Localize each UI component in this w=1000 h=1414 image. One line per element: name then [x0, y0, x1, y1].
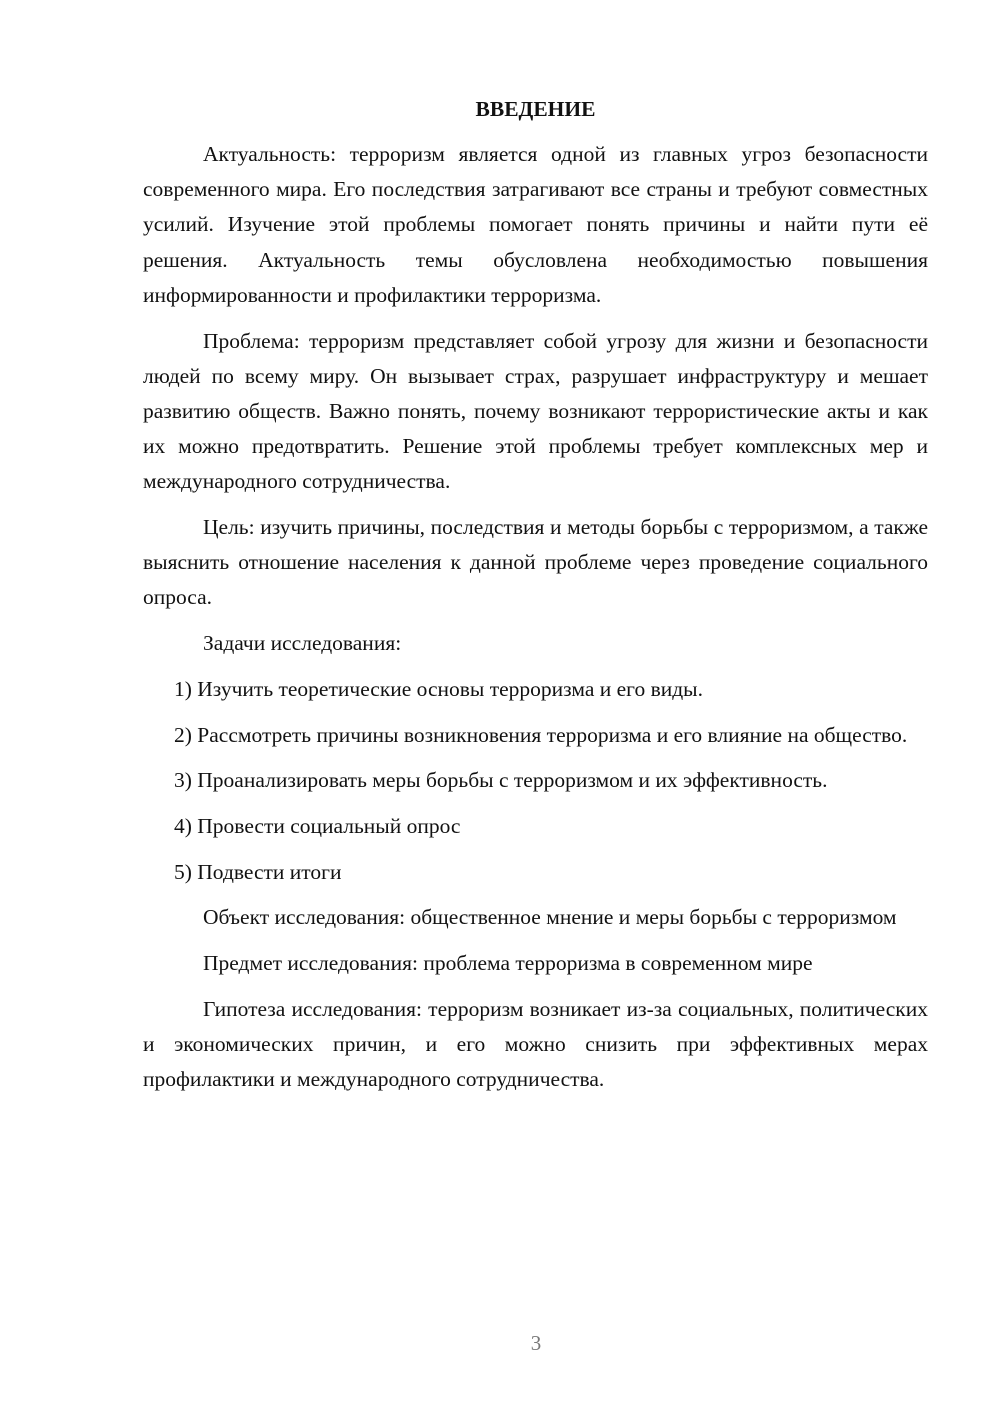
subject-paragraph: Предмет исследования: проблема терроризма в современном мире — [203, 951, 813, 976]
hypothesis-paragraph: Гипотеза исследования: терроризм возникает из-за социальных, политических и экономических причин, и его можно снизить при эффективных мерах профилактики и международного сотрудничества. — [143, 996, 928, 1092]
task-item-4: 4) Провести социальный опрос — [174, 813, 461, 838]
task-item-3: 3) Проанализировать меры борьбы с терроризмом и их эффективность. — [174, 768, 828, 793]
task-item-1: 1) Изучить теоретические основы терроризма и его виды. — [174, 676, 703, 701]
page-content — [143, 92, 928, 1108]
tasks-title: Задачи исследования: — [203, 631, 402, 656]
section-heading: ВВЕДЕНИЕ — [475, 97, 596, 121]
object-paragraph: Объект исследования: общественное мнение и меры борьбы с терроризмом — [203, 905, 897, 930]
problem-paragraph: Проблема: терроризм представляет собой угрозу для жизни и безопасности людей по всему миру. Он вызывает страх, разрушает инфраструктуру и мешает развитию обществ. Важно понять, почему возникают террористические акты и как их можно предотвратить. Решение этой проблемы требует комплексных мер и международного сотрудничества. — [143, 328, 928, 494]
task-item-5: 5) Подвести итоги — [174, 859, 342, 884]
goal-paragraph: Цель: изучить причины, последствия и методы борьбы с терроризмом, а также выяснить отношение населения к данной проблеме через проведение социального опроса. — [143, 515, 928, 610]
page-number: 3 — [530, 1331, 542, 1355]
task-item-2: 2) Рассмотреть причины возникновения терроризма и его влияние на общество. — [174, 722, 908, 747]
relevance-paragraph: Актуальность: терроризм является одной из главных угроз безопасности современного мира. Его последствия затрагивают все страны и требуют совместных усилий. Изучение этой проблемы помогает понять причины и найти пути её решения. Актуальность темы обусловлена необходимостью повышения информированности и профилактики терроризма. — [143, 142, 928, 307]
